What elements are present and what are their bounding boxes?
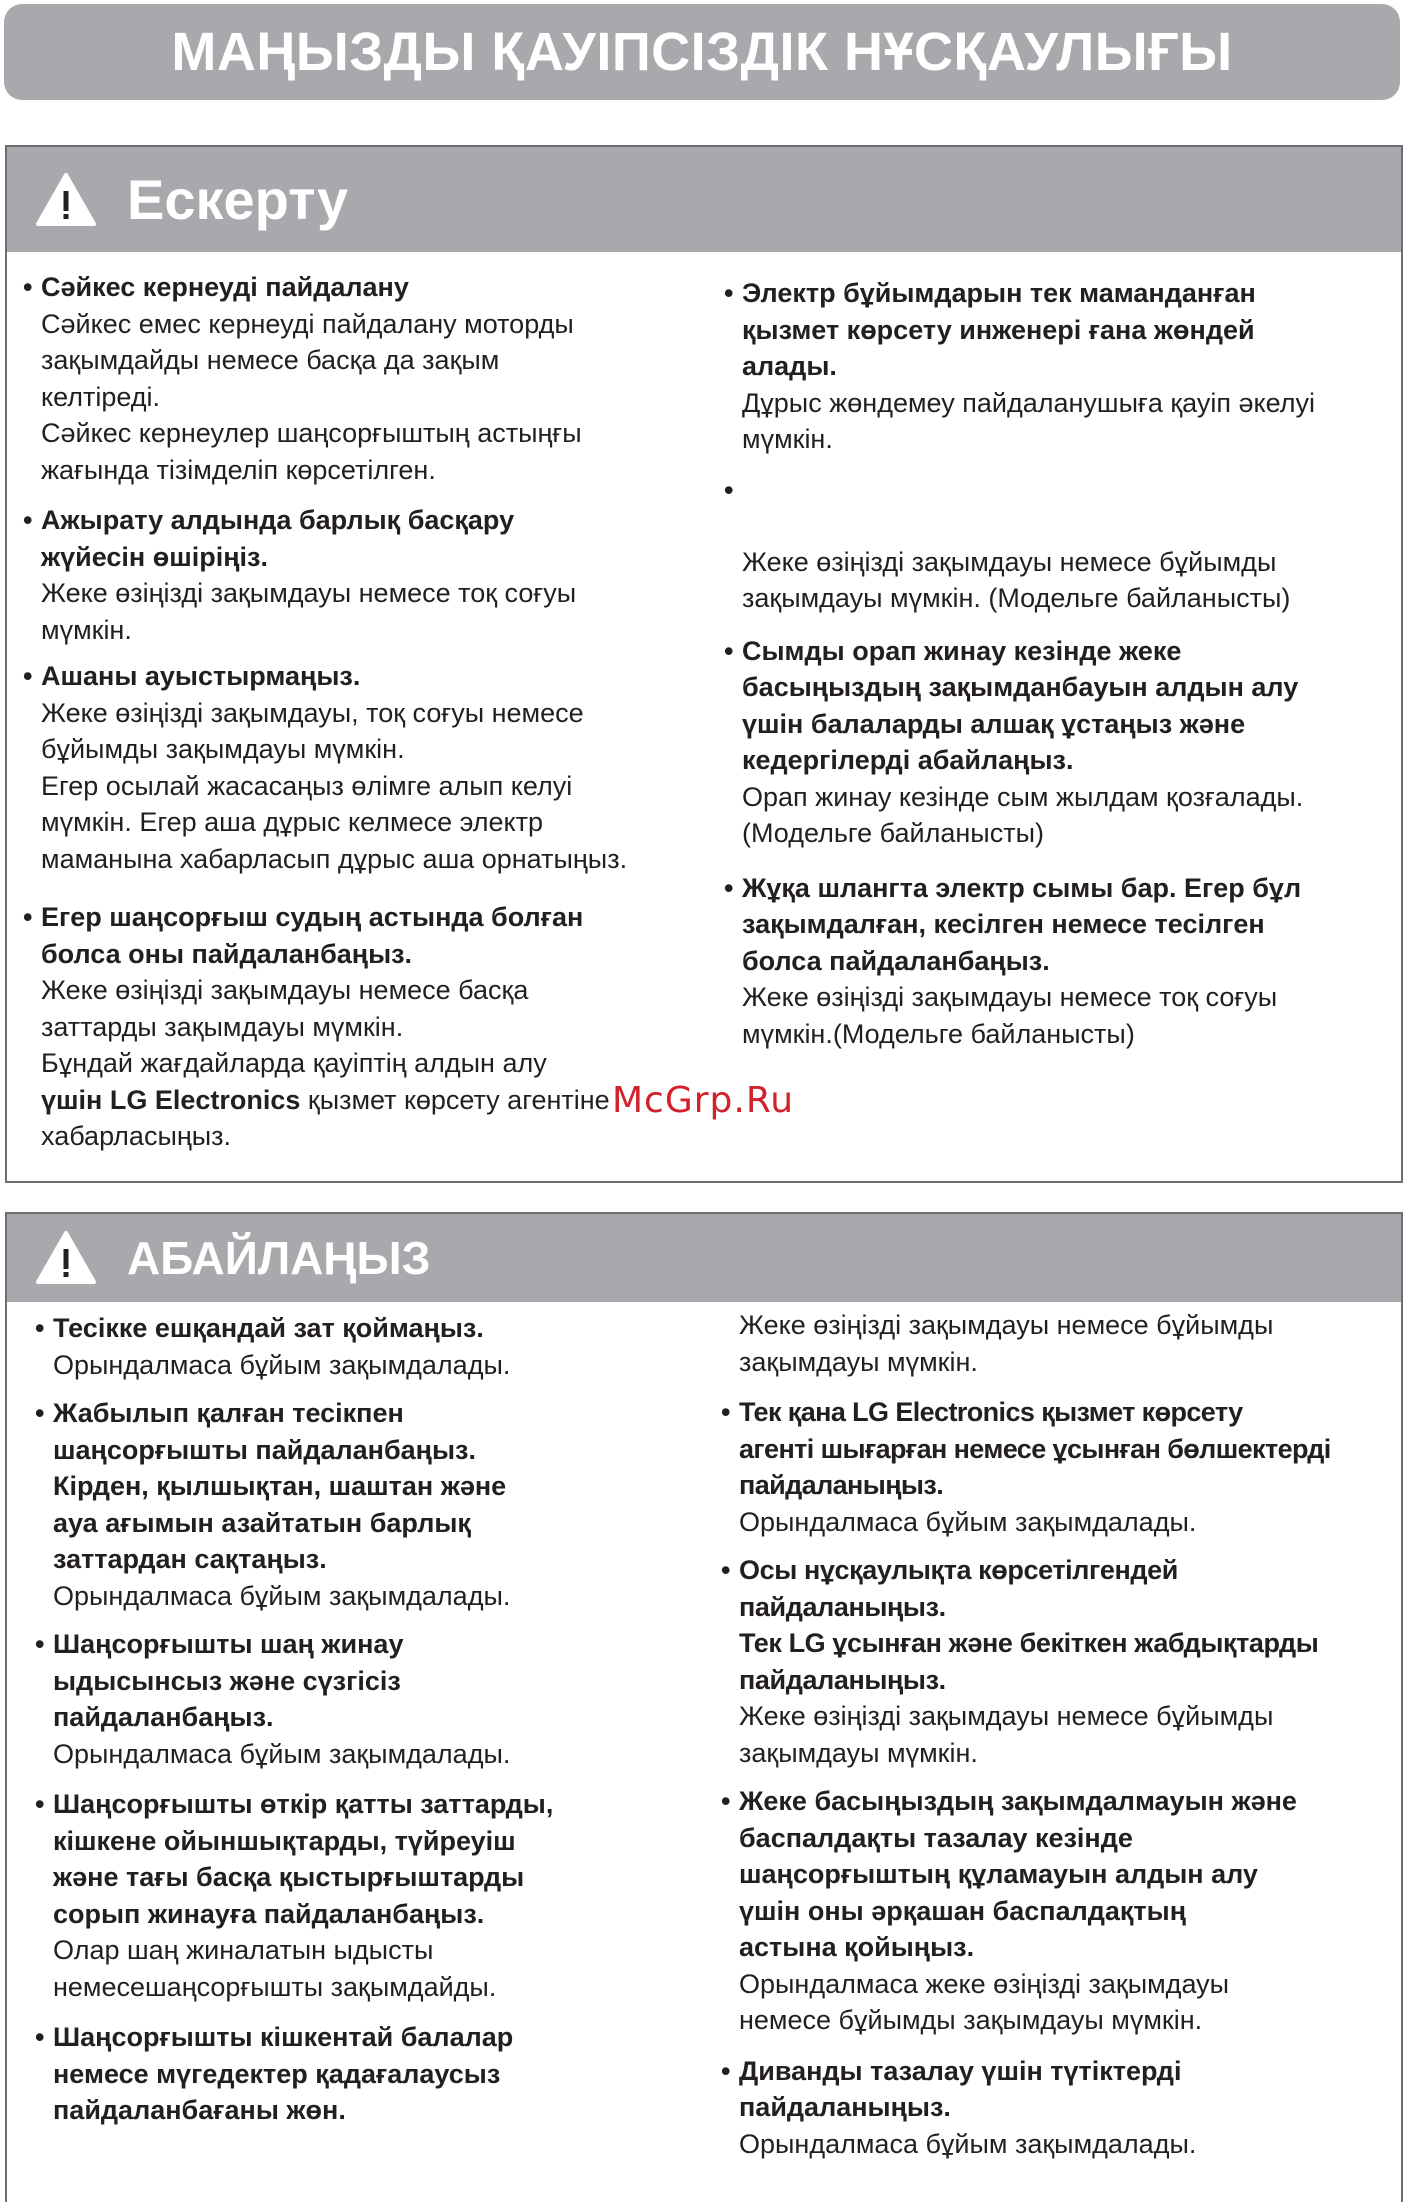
item-text: Орындалмаса бұйым зақымдалады. bbox=[53, 1349, 511, 1380]
watermark: McGrp.Ru bbox=[612, 1080, 795, 1121]
item-text: Орындалмаса бұйым зақымдалады. bbox=[739, 2128, 1197, 2159]
item-text-continuation: қызмет көрсету агентіне bbox=[300, 1084, 610, 1115]
item-heading: Сымды орап жинау кезінде жеке басыңыздың зақымданбауын алдын алу үшін балаларды алшақ ұстаңыз және кедергілерді абайлаңыз. bbox=[742, 635, 1299, 775]
list-item: • Электр бұйымдарын тек маманданған қызмет көрсету инженері ғана жөндей алады. Дұрыс жөндемеу пайдаланушыға қауіп әкелуі мүмкін. bbox=[742, 275, 1397, 458]
caution-left-column bbox=[35, 1310, 693, 2129]
list-item: • Ажырату алдында барлық басқару жүйесін өшіріңіз. Жеке өзіңізді зақымдауы немесе тоқ соғуы мүмкін. bbox=[41, 502, 681, 648]
list-item: • Тек қана LG Electronics қызмет көрсету агенті шығарған немесе ұсынған бөлшектерді пайдаланыңыз. Орындалмаса бұйым зақымдалады. bbox=[739, 1394, 1399, 1540]
list-item: • Жеке өзіңізді зақымдауы немесе бұйымды зақымдауы мүмкін. (Модельге байланысты) bbox=[742, 472, 1397, 617]
list-item: • Шаңсорғышты өткір қатты заттарды, кішкене ойыншықтарды, түйреуіш және тағы басқа қыстырғыштарды сорып жинауға пайдаланбаңыз. Олар шаң жиналатын ыдысты немесешаңсорғышты зақымдайды. bbox=[53, 1786, 693, 2005]
list-item: • Жабылып қалған тесікпен шаңсорғышты пайдаланбаңыз. Кірден, қылшықтан, шаштан және ауа ағымын азайтатын барлық заттардан сақтаңыз. Орындалмаса бұйым зақымдалады. bbox=[53, 1395, 693, 1614]
page-title: МАҢЫЗДЫ ҚАУІПСІЗДІК НҰСҚАУЛЫҒЫ bbox=[171, 22, 1233, 82]
list-item: • Осы нұсқаулықта көрсетілгендей пайдаланыңыз. Тек LG ұсынған және бекіткен жабдықтарды пайдаланыңыз. Жеке өзіңізді зақымдауы немесе бұйымды зақымдауы мүмкін. bbox=[739, 1552, 1399, 1771]
list-item: • Шаңсорғышты кішкентай балалар немесе мүгедектер қадағалаусыз пайдаланбағаны жөн. bbox=[53, 2019, 693, 2129]
list-item: • Жұқа шлангта электр сымы бар. Егер бұл зақымдалған, кесілген немесе тесілген болса пайдаланбаңыз. Жеке өзіңізді зақымдауы немесе тоқ соғуы мүмкін.(Модельге байланысты) bbox=[742, 870, 1397, 1053]
item-text: Орап жинау кезінде сым жылдам қозғалады. (Модельге байланысты) bbox=[742, 781, 1304, 848]
item-heading: Жеке басыңыздың зақымдалмауын және баспалдақты тазалау кезінде шаңсорғыштың құламауын алдын алу үшін оны әрқашан баспалдақтың астына қойыңыз. bbox=[739, 1786, 1297, 1962]
warning-right-column bbox=[724, 275, 1397, 1052]
caution-section bbox=[5, 1212, 1403, 2202]
item-text: Сәйкес емес кернеуді пайдалану моторды зақымдайды немесе басқа да зақым келтіреді. Сәйкес кернеулер шаңсорғыштың астыңғы жағында тізімделіп көрсетілген. bbox=[41, 308, 582, 485]
list-item: • Тесікке ешқандай зат қоймаңыз. Орындалмаса бұйым зақымдалады. bbox=[53, 1310, 693, 1383]
warning-triangle-icon bbox=[35, 1230, 97, 1286]
list-item: • Егер шаңсорғыш судың астында болған болса оны пайдаланбаңыз. Жеке өзіңізді зақымдауы немесе басқа заттарды зақымдауы мүмкін. Бұндай жағдайларда қауіптің алдын алу үшін LG Electronics қызмет көрсету агентіне хабарласыңыз. bbox=[41, 899, 681, 1155]
item-text: Жеке өзіңізді зақымдауы немесе бұйымды зақымдауы мүмкін. (Модельге байланысты) bbox=[742, 546, 1291, 613]
warning-heading: Ескерту bbox=[127, 168, 349, 231]
list-item: • Жеке басыңыздың зақымдалмауын және баспалдақты тазалау кезінде шаңсорғыштың құламауын алдын алу үшін оны әрқашан баспалдақтың астына қойыңыз. Орындалмаса жеке өзіңізді зақымдауы немесе бұйымды зақымдауы мүмкін. bbox=[739, 1783, 1399, 2039]
item-text: Дұрыс жөндемеу пайдаланушыға қауіп әкелуі мүмкін. bbox=[742, 387, 1315, 454]
list-item: • Сымды орап жинау кезінде жеке басыңыздың зақымданбауын алдын алу үшін балаларды алшақ ұстаңыз және кедергілерді абайлаңыз. Орап жинау кезінде сым жылдам қозғалады. (Модельге байланысты) bbox=[742, 633, 1397, 852]
item-heading: Осы нұсқаулықта көрсетілгендей пайдаланыңыз. Тек LG ұсынған және бекіткен жабдықтарды пайдаланыңыз. bbox=[739, 1555, 1319, 1695]
item-text: Жеке өзіңізді зақымдауы немесе тоқ соғуы мүмкін. bbox=[41, 578, 577, 645]
item-heading: Ашаны ауыстырмаңыз. bbox=[41, 661, 361, 691]
item-heading: Тесікке ешқандай зат қоймаңыз. bbox=[53, 1313, 484, 1343]
caution-right-column bbox=[721, 1307, 1399, 2162]
item-heading: Жұқа шлангта электр сымы бар. Егер бұл зақымдалған, кесілген немесе тесілген болса пайдаланбаңыз. bbox=[742, 872, 1302, 976]
list-item: • Диванды тазалау үшін түтіктерді пайдаланыңыз. Орындалмаса бұйым зақымдалады. bbox=[739, 2053, 1399, 2163]
list-item: • Сәйкес кернеуді пайдалану Сәйкес емес кернеуді пайдалану моторды зақымдайды немесе басқа да зақым келтіреді. Сәйкес кернеулер шаңсорғыштың астыңғы жағында тізімделіп көрсетілген. bbox=[41, 269, 681, 488]
item-text: Жеке өзіңізді зақымдауы немесе бұйымды зақымдауы мүмкін. bbox=[739, 1310, 1274, 1377]
item-heading: Сәйкес кернеуді пайдалану bbox=[41, 272, 409, 302]
warning-header bbox=[7, 147, 1401, 252]
item-text: Орындалмаса жеке өзіңізді зақымдауы немесе бұйымды зақымдауы мүмкін. bbox=[739, 1968, 1230, 2035]
warning-left-column bbox=[23, 269, 681, 1155]
item-text-last: хабарласыңыз. bbox=[41, 1121, 232, 1151]
item-heading: Шаңсорғышты шаң жинау ыдысынсыз және сүзгісіз пайдаланбаңыз. bbox=[53, 1629, 404, 1732]
warning-triangle-icon bbox=[35, 172, 97, 228]
item-text: Орындалмаса бұйым зақымдалады. bbox=[53, 1738, 511, 1769]
title-banner bbox=[4, 4, 1400, 100]
item-text: Олар шаң жиналатын ыдысты немесешаңсорғышты зақымдайды. bbox=[53, 1935, 497, 2002]
item-heading: Жабылып қалған тесікпен шаңсорғышты пайдаланбаңыз. Кірден, қылшықтан, шаштан және ауа ағымын азайтатын барлық заттардан сақтаңыз. bbox=[53, 1398, 507, 1574]
item-heading: Шаңсорғышты өткір қатты заттарды, кішкене ойыншықтарды, түйреуіш және тағы басқа қыстырғыштарды сорып жинауға пайдаланбаңыз. bbox=[53, 1789, 554, 1929]
caution-heading: АБАЙЛАҢЫЗ bbox=[127, 1232, 431, 1284]
warning-section bbox=[5, 145, 1403, 1183]
item-text: Жеке өзіңізді зақымдауы немесе тоқ соғуы мүмкін.(Модельге байланысты) bbox=[742, 982, 1278, 1049]
item-text: Жеке өзіңізді зақымдауы немесе басқа заттарды зақымдауы мүмкін. Бұндай жағдайларда қауіптің алдын алу bbox=[41, 975, 547, 1078]
item-heading: Диванды тазалау үшін түтіктерді пайдаланыңыз. bbox=[739, 2055, 1182, 2122]
item-heading: Ажырату алдында барлық басқару жүйесін өшіріңіз. bbox=[41, 505, 515, 572]
item-text: Жеке өзіңізді зақымдауы немесе бұйымды зақымдауы мүмкін. bbox=[739, 1701, 1274, 1768]
caution-header bbox=[7, 1214, 1401, 1302]
list-item: • Ашаны ауыстырмаңыз. Жеке өзіңізді зақымдауы, тоқ соғуы немесе бұйымды зақымдауы мүмкін. Егер осылай жасасаңыз өлімге алып келуі мүмкін. Егер аша дұрыс келмесе электр маманына хабарласып дұрыс аша орнатыңыз. bbox=[41, 658, 681, 877]
lg-electronics-emphasis: үшін LG Electronics bbox=[41, 1084, 301, 1115]
item-heading: Тек қана LG Electronics қызмет көрсету агенті шығарған немесе ұсынған бөлшектерді пайдаланыңыз. bbox=[739, 1397, 1331, 1500]
item-text: Жеке өзіңізді зақымдауы, тоқ соғуы немесе бұйымды зақымдауы мүмкін. Егер осылай жасасаңыз өлімге алып келуі мүмкін. Егер аша дұрыс келмесе электр маманына хабарласып дұрыс аша орнатыңыз. bbox=[41, 697, 628, 874]
list-item: • Шаңсорғышты шаң жинау ыдысынсыз және сүзгісіз пайдаланбаңыз. Орындалмаса бұйым зақымдалады. bbox=[53, 1626, 693, 1772]
item-heading: Егер шаңсорғыш судың астында болған болса оны пайдаланбаңыз. bbox=[41, 902, 584, 969]
item-text: Орындалмаса бұйым зақымдалады. bbox=[739, 1506, 1197, 1537]
list-item bbox=[739, 1307, 1399, 1380]
item-text: Орындалмаса бұйым зақымдалады. bbox=[53, 1580, 511, 1611]
item-heading: Шаңсорғышты кішкентай балалар немесе мүгедектер қадағалаусыз пайдаланбағаны жөн. bbox=[53, 2022, 514, 2125]
item-text-contact bbox=[41, 1082, 681, 1119]
item-heading: Электр бұйымдарын тек маманданған қызмет көрсету инженері ғана жөндей алады. bbox=[742, 278, 1256, 381]
